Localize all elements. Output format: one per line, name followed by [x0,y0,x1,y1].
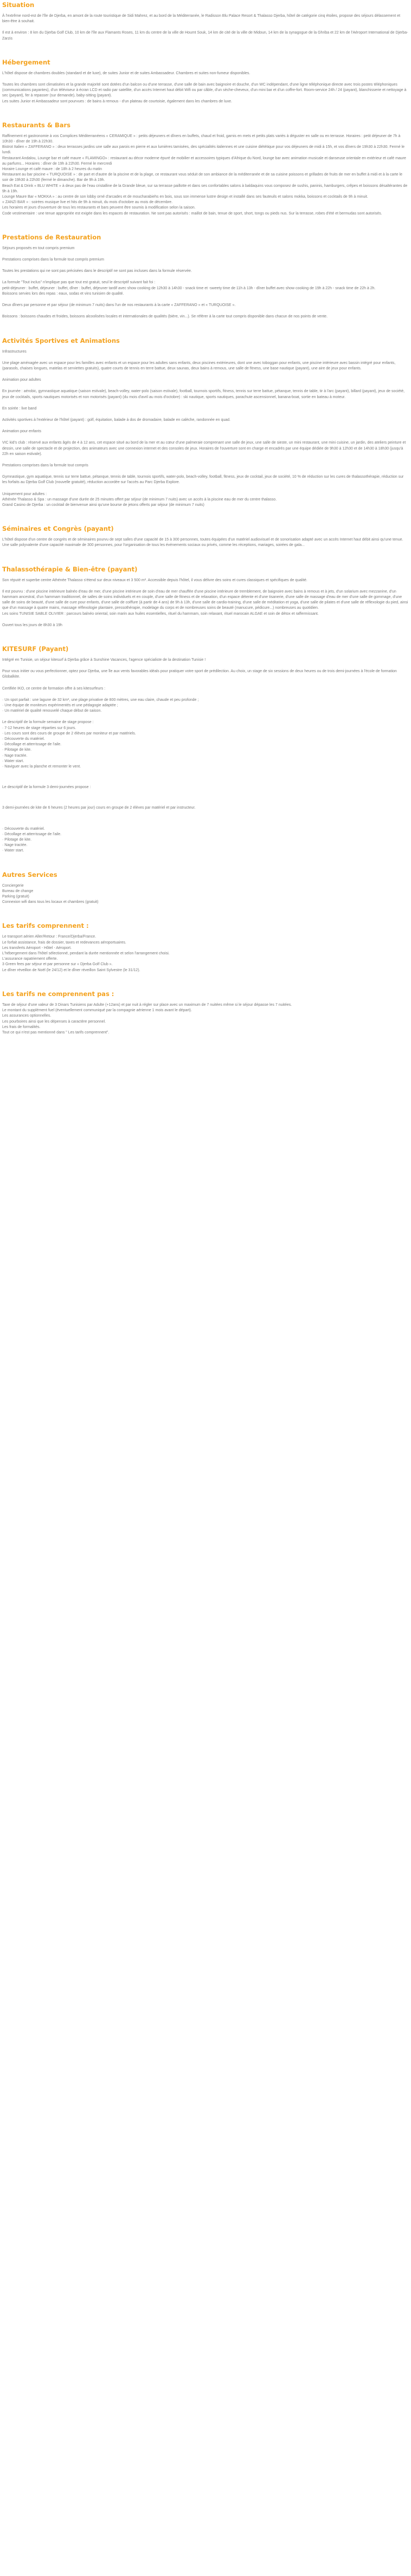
section-paragraph: Ouvert tous les jours de 8h30 à 19h [2,623,62,627]
section-paragraph: · Découverte du matériel. · Décollage et atterrissage de l'aile. · Pilotage de kite. · Nage tractée. · Water start. [2,827,62,853]
section-paragraph: L'hôtel dispose d'un centre de congrès et de séminaires pourvu de sept salles d'une capacité de 15 à 300 personnes, toutes équipées d'un matériel audiovisuel et de sonorisation adapté avec un accès Internet haut débit ainsi qu'une tenue. Une salle polyvalente d'une capacité maximale de 300 personnes, pour l'organisation de tous les événements sociaux ou privés, comme les réceptions, mariages, soirées de gala... [2,538,404,548]
section-paragraph: Toutes les prestations qui ne sont pas précisées dans le descriptif ne sont pas incluses dans la formule réservée. [2,269,192,274]
section-paragraph [2,776,409,779]
section-paragraph: Taxe de séjour d'une valeur de 3 Dinars Tunisiens par Adulte (+12ans) et par nuit à régler sur place avec un maximum de 7 nuitées même si le séjour dépasse les 7 nuitées. Le montant du supplément fuel (éventuellement communiqué par la compagnie aérienne 1 mois avant le départ). Les assurances optionnelles. Les pourboires ainsi que les dépenses à caractère personnel. Les frais de formalités. Tout ce qui n'est pas mentionné dans " Les tarifs comprennent". [2,1003,292,1035]
section-paragraph: Intégré en Tunisie, un séjour kitesurf à Djerba grâce à Sunshine Vacances, l'agence spécialiste de la destination Tunisie ! [2,658,206,662]
section-title: Séminaires et Congrès (payant) [2,525,114,533]
section-paragraph: Raffinement et gastronomie à vos Complices Méditerranéens « CERAMIQUE » : petits déjeuners et dîners en buffets, chaud et froid, garnis en mets et petits plats variés à déguster en salle ou en terrasse. Horaires : petit déjeuner de 7h à 10h30 - dîner de 19h à 22h30. Bistrot Italien « ZAFFERANO » : deux terrasses jardins une salle aux parois en pierre et aux lumières tamisées, des spécialités italiennes et une cuisine diététique pour vos déjeuners de midi à 15h, et vos dîners de 19h30 à 22h30. Fermé le lundi. Restaurant Andalou, Lounge bar et café maure « FLAMINGO» : restaurant au décor moderne épuré de mobilier et accessoires typiques d'Afrique du Nord, lounge bar avec animation musicale et danseuse orientale en extérieur et café maure au parfums... Horaires : dîner de 19h à 22h30. Fermé le mercredi Horaire Lounge et café maure : de 18h à 2 heures du matin Restaurant au bar piscine « TURQUOISE » : de part et d'autre de la piscine et de la plage, ce restaurant vous séduit de son ambiance de la méditerranée et de sa cuisine poissons et grillades de fruits de mer en buffet à midi et à la carte le soir de 19h30 à 22h30 (fermé le dimanche). Bar de 9h à 19h. Beach Eat & Drink « BLU WHITE » à deux pas de l'eau cristalline de la Grande bleue, sur sa terrasse paillotte et dans ses confortables salons à baldaquins vous composez de sushis, paninis, hamburgers, crêpes et boissons désaltérantes de 9h à 19h. Lounge Maure Bar « MOKKA » : au centre de son lobby orné d'arcades et de moucharabiehs en bois, sous son immense lustre design et installé dans ses fauteuils et salons mokka, boissons et cocktails de 9h à minuit. « ZANZI BAR » : soirées musique live et hits de 9h à minuit, du mois d'octobre au mois de décembre. Les horaires et jours d'ouverture de tous les restaurants et bars peuvent être soumis à modification selon la saison. Code vestimentaire : une tenue appropriée est exigée dans les espaces de restauration. Ne sont pas autorisés : maillot de bain, tenue de sport, short, tongs ou pieds nus. Sur la terrasse, robes d'été et bermudas sont autorisés. [2,134,408,216]
hotel-description-document [0,1,411,1058]
section-paragraph: Le transport aérien Aller/Retour : France/Djerba/France. Le forfait assistance, frais de dossier, taxes et redevances aéroportuaires. Les transferts Aéroport - Hôtel - Aéroport. L'hébergement dans l'hôtel sélectionné, pendant la durée mentionnée et selon l'arrangement choisi. L'assurance rapatriement offerte. 3 Green fees par séjour et par personne sur « Djerba Golf Club ». Le dîner réveillon de Noël (le 24/12) et le dîner réveillon Saint Sylvestre (le 31/12). [2,935,170,972]
section-spacer [2,860,409,871]
section-paragraph: En journée : aérobic, gymnastique aquatique (saison estivale), beach-volley, water-polo (saison estivale), football, tournois sportifs, fitness, tennis sur terre battue, pétanque, tennis de table, tir à l'arc (payant), billard (payant), jeux de société, jeux de cocktails, sports nautiques motorisés et non motorisés (payant) (du mois d'avril au mois d'octobre) : ski nautique, sports nautiques, parachute ascensionnel, banana-boat, sortie en bateau à moteur. [2,389,406,399]
section-spacer [2,1042,409,1052]
section-paragraph: Prestations comprises dans la formule tout compris [2,463,88,467]
section-0 [2,1,409,42]
section-paragraph: Le descriptif de la formule 3 demi-journées propose : [2,785,91,790]
section-1 [2,58,409,105]
section-spacer [2,979,409,990]
section-title: Hébergement [2,58,50,66]
section-spacer [2,223,409,233]
section-paragraph: VIC kid's club : réservé aux enfants âgés de 4 à 12 ans, cet espace situé au bord de la mer et au cœur d'une palmeraie comprenant une salle de jeux, une salle de sieste, un mini restaurant, une mini cuisine, un jardin, des ateliers peinture et dessin, une salle de spectacle et de projection, des animateurs avec une connexion internet et des consoles de jeux. Horaires de l'ouverture sont en charge et encadrés par une équipe dédiée de 9h30 à 12h30 et de 14h30 à 18h30 (jusqu'à 22h en saison estivale). [2,441,407,456]
section-paragraph: Activités sportives à l'extérieur de l'hôtel (payant) : golf, équitation, balade à dos de dromadaire, balade en calèche, randonnée en quad. [2,418,230,422]
section-paragraph: 3 demi-journées de kite de 6 heures (2 heures par jour) cours en groupe de 2 élèves par matériel et par instructeur. [2,806,196,810]
section-paragraph: La formule "Tout inclus" n'implique pas que tout est gratuit, seul le descriptif suivant fait foi : petit-déjeuner : buffet, déjeuner : buffet, dîner : buffet, déjeuner tardif avec show cooking de 12h30 à 14h30 - snack time et -sweety time de 11h à 13h - dîner buffet avec show cooking de 19h à 22h - snack time de 22h à 2h. Boissons servies lors des repas : eaux, sodas et vins tunisien de qualité. [2,281,376,296]
section-6 [2,565,409,628]
section-paragraph: Animation pour adultes [2,378,41,382]
section-paragraph: Toutes les chambres sont climatisées et la grande majorité sont dotées d'un balcon ou d'une terrasse, d'une salle de bain avec baignoire et douche, d'un WC indépendant, d'une ligne téléphonique directe avec trois postes téléphoniques (communications payantes), d'un téléviseur à écran LCD et radio par satellite, d'un accès Internet haut débit Wifi ou par câble, d'un sèche-cheveux, d'un mini bar et d'un coffre-fort. Room-service 24h / 24 (payant), blanchisserie et nettoyage à sec (payant), fer à repasser (sur demande), baby-sitting (payant). Les suites Junior et Ambassadeur sont pourvues : de bains à remous - d'un plateau de courtoisie, également dans les chambres de luxe. [2,83,407,103]
section-title: Activités Sportives et Animations [2,336,120,344]
section-paragraph: Pour vous initier ou vous perfectionner, optez pour Djerba, une île aux vents favorables idéals pour pratiquer votre sport de prédilection. Au choix, un stage de six sessions de deux heures ou de trois demi-journées à l'école de formation Globalkite. [2,669,398,679]
section-paragraph: Séjours proposés en tout compris premium [2,246,75,250]
section-paragraph [2,796,409,799]
section-paragraph: L'hôtel dispose de chambres doubles (standard et de luxe), de suites Junior et de suites Ambassadeur. Chambres et suites non-fumeur disponibles. [2,71,251,75]
section-spacer [2,634,409,645]
section-spacer [2,110,409,121]
section-title: KITESURF (Payant) [2,645,69,653]
section-paragraph: Animation pour enfants [2,430,41,434]
section-paragraph: Conciergerie Bureau de change Parking (gratuit) Connexion wifi dans tous les locaux et chambres (gratuit) [2,883,99,905]
section-title: Prestations de Restauration [2,233,101,241]
section-paragraph: Son réputé et superbe centre Athénée Thalasso s'étend sur deux niveaux et 3 500 m². Accessible depuis l'hôtel, il vous délivre des soins et cures classiques et spécifiques de qualité. [2,578,307,582]
section-paragraph: Le descriptif de la formule semaine de stage propose : · 7-12 heures de stage réparties sur 6 jours. · Les cours sont des cours de groupe de 2 élèves par moniteur et par matériels. · Découverte du matériel. · Décollage et atterrissage de l'aile. · Pilotage de kite. · Nage tractée. · Water start. · Naviguer avec la planche et remonter le vent. [2,720,136,769]
section-paragraph: Certifiée IKO, ce centre de formation offre à ses kitesurfeurs : [2,686,106,691]
section-paragraph: Uniquement pour adultes : Athénée Thalasso & Spa : un massage d'une durée de 25 minutes offert par séjour (de minimum 7 nuits) avec un accès à la piscine eau de mer du centre thalasso. Grand Casino de Djerba : un cocktail de bienvenue ainsi qu'une bourse de jetons offerts par séjour (de minimum 7 nuits) [2,492,277,507]
section-paragraph [2,817,409,821]
section-paragraph: Prestations comprises dans la formule tout compris premium [2,258,104,262]
section-9 [2,922,409,973]
section-paragraph: Une plage aménagée avec un espace pour les familles avec enfants et un espace pour les adultes sans enfants, deux piscines extérieures, dont une avec toboggan pour enfants, une piscine intérieure avec bassin intégré pour enfants, (parasols, chaises longues, matelas et serviettes gratuits), quatre courts de tennis en terre battue, deux saunas, deux bains à remous, une salle de fitness, une base nautique (payant), une aire de jeux pour enfants. [2,361,397,370]
section-spacer [2,514,409,525]
section-2 [2,121,409,217]
section-7 [2,645,409,854]
section-paragraph: En soirée : live band [2,406,37,411]
section-title: Les tarifs ne comprennent pas : [2,990,114,998]
section-spacer [2,48,409,58]
section-8 [2,871,409,906]
section-4 [2,337,409,509]
section-paragraph: Boissons : boissons chaudes et froides, boissons alcoolisées locales et internationales de qualités (bière, vin...). Se référer à la carte tout compris disponible dans chacun de nos points de vente. [2,315,328,319]
section-title: Restaurants & Bars [2,121,70,129]
section-paragraph: À l'extrême nord-est de l'île de Djerba, en amont de la route touristique de Sidi Mahrez, et au bord de la Méditerranée, le Radisson Blu Palace Resort & Thalasso Djerba, hôtel de catégorie cinq étoiles, propose des séjours délassement et bien-être à souhait. [2,14,402,24]
section-spacer [2,555,409,565]
section-paragraph: · Un spot parfait : une lagune de 32 km², une plage privative de 800 mètres, une eau claire, chaude et peu profonde ; · Une équipe de moniteurs expérimentés et une pédagogie adaptée ; · Un matériel de qualité renouvelé chaque début de saison. [2,698,199,713]
section-title: Situation [2,1,35,9]
section-spacer [2,326,409,337]
section-title: Thalassothérapie & Bien-être (payant) [2,565,138,573]
section-title: Autres Services [2,870,57,879]
section-10 [2,990,409,1036]
section-5 [2,525,409,548]
section-title: Les tarifs comprennent : [2,922,89,930]
section-paragraph: Deux dîners par personne et par séjour (de minimum 7 nuits) dans l'un de nos restaurants à la carte « ZAFFERANO » et « TURQUOISE ». [2,303,236,308]
section-paragraph: Il est à environ : 8 km du Djerba Golf Club, 10 km de l'île aux Flamants Roses, 11 km du centre de la ville de Houmt Souk, 14 km de cité de la ville de Midoun, 14 km de la synagogue de la Ghriba et 22 km de l'Aéroport International de Djerba-Zarzis [2,31,408,41]
section-3 [2,233,409,320]
section-paragraph: Infrastructures [2,349,27,354]
section-spacer [2,911,409,922]
section-paragraph: Gymnastique, gym aquatique, tennis sur terre battue, pétanque, tennis de table, tournois sportifs, water-polo, beach-volley, football, fitness, jeux de cocktail, jeux de société, 10 % de réduction sur les cures de thalassothérapie, réduction sur les forfaits au Djerba Golf Club (nouvelle gratuité), réduction accordée sur l'accès au Parc Djerba Explore. [2,475,405,485]
section-paragraph: Il est pourvu : d'une piscine intérieure balnéo d'eau de mer, d'une piscine intérieure de soin d'eau de mer chauffée d'une piscine intérieure de tremblement, de baignoire avec bains à remous et à jets, d'un solarium avec mezzanine, d'un hammam ancestral, d'un hammam traditionnel, de salles de soins individuels et en couple, d'une salle de fitness et de relaxation, d'un espace détente et d'une tisanerie, d'une salle de massage d'eau de mer d'une salle de gommage, d'une salle de soins de beauté, d'une salle de cure pour enfants, d'une salle de coiffure (à partir de 4 ans) de 9h à 13h, d'une salle de cardio-training, d'une salle de méditation et yoga, d'une salle de pilates et d'une salle de réflexologie du pied, ainsi que d'un massage à quatre mains, massage réflexologie plantaire, pressothérapie, modelage du corps et de nombreuses soins de beauté (manucure, pédicure...) nombreuses au quotidien. Les soins TUNISIE SABLE OLIVIER : parcours balnéo oriental, soin marin aux huiles essentielles, rituel du hammam, soin relaxant, rituel marocain ALGAE et soin de détox et raffermissant. [2,589,408,616]
